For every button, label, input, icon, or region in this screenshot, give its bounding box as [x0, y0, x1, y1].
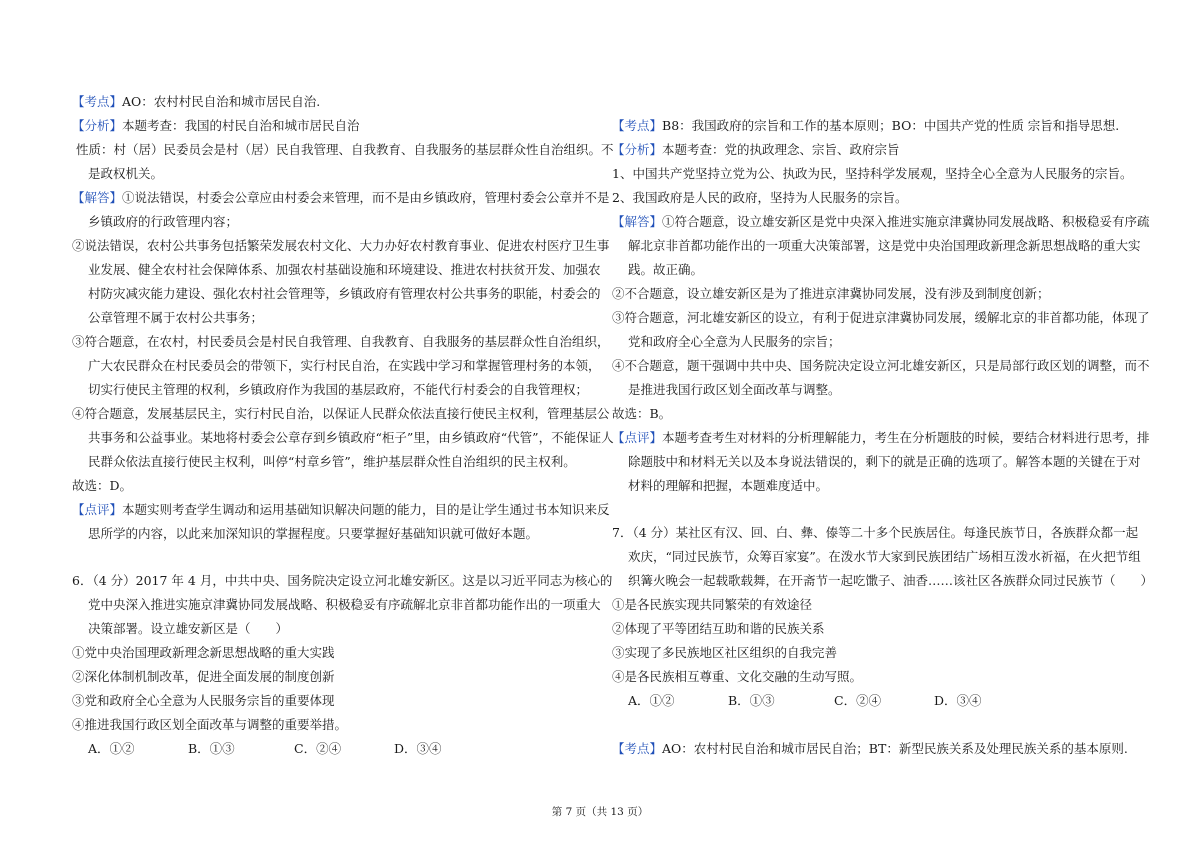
question-6-statement: ①党中央治国理政新理念新思想战略的重大实践 — [72, 645, 335, 660]
question-6-stem: 决策部署。设立雄安新区是（ ） — [88, 621, 289, 636]
question-7-statement: ③实现了多民族地区社区组织的自我完善 — [612, 645, 838, 660]
kaodian-line — [72, 94, 320, 110]
question-6-statement: ②深化体制机制改革，促进全面发展的制度创新 — [72, 669, 335, 684]
paragraph-line: ④不合题意，题干强调中共中央、国务院决定设立河北雄安新区，只是局部行政区划的调整，而不 — [612, 358, 1150, 373]
paragraph-line: 广大农民群众在村民委员会的带领下，实行村民自治，在实践中学习和掌握管理村务的本领， — [88, 358, 601, 373]
dianping-line — [612, 430, 1150, 446]
paragraph-line: 公章管理不属于农村公共事务； — [88, 310, 264, 325]
option-b: B．①③ — [188, 741, 235, 756]
fenxi-line — [612, 142, 900, 158]
question-7-statement: ④是各民族相互尊重、文化交融的生动写照。 — [612, 669, 863, 684]
question-7-statement: ①是各民族实现共同繁荣的有效途径 — [612, 597, 813, 612]
option-a: A．①② — [88, 741, 135, 756]
paragraph-line: 党和政府全心全意为人民服务的宗旨； — [628, 334, 841, 349]
dianping-text: 本题考查考生对材料的分析理解能力，考生在分析题肢的时候，要结合材料进行思考，排 — [662, 430, 1150, 445]
paragraph-line: 是推进我国行政区划全面改革与调整。 — [628, 382, 841, 397]
dianping-text: 本题实则考查学生调动和运用基础知识解决问题的能力，目的是让学生通过书本知识来反 — [122, 502, 610, 517]
question-6-statement: ③党和政府全心全意为人民服务宗旨的重要体现 — [72, 693, 335, 708]
kaodian-text: B8：我国政府的宗旨和工作的基本原则；BO：中国共产党的性质 宗旨和指导思想. — [662, 118, 1120, 133]
paragraph-line: 村防灾减灾能力建设、强化农村社会管理等，乡镇政府有管理农村公共事务的职能，村委会的 — [88, 286, 601, 301]
paragraph-line: 共事务和公益事业。某地将村委会公章存到乡镇政府“柜子”里，由乡镇政府“代管”，不能保证人 — [88, 430, 614, 445]
question-7-options — [628, 693, 982, 709]
question-6-stem: 6．（4 分）2017 年 4 月，中共中央、国务院决定设立河北雄安新区。这是以习近平同志为核心的 — [72, 573, 613, 588]
paragraph-line: ③符合题意，在农村，村民委员会是村民自我管理、自我教育、自我服务的基层群众性自治组织， — [72, 334, 610, 349]
paragraph-line: 1、中国共产党坚持立党为公、执政为民，坚持科学发展观，坚持全心全意为人民服务的宗旨。 — [612, 166, 1133, 181]
paragraph-line: 思所学的内容，以此来加深知识的掌握程度。只要掌握好基础知识就可做好本题。 — [88, 526, 539, 541]
kaodian-text: AO：农村村民自治和城市居民自治；BT：新型民族关系及处理民族关系的基本原则. — [662, 741, 1128, 756]
question-6-stem: 党中央深入推进实施京津冀协同发展战略、积极稳妥有序疏解北京非首都功能作出的一项重大 — [88, 597, 601, 612]
question-7-stem: 织篝火晚会一起载歌载舞，在开斋节一起吃馓子、油香……该社区各族群众同过民族节（ ） — [628, 573, 1154, 588]
paragraph-line: 民群众依法直接行使民主权利，叫停“村章乡管”，维护基层群众性自治组织的民主权利。 — [88, 454, 576, 469]
option-c: C．②④ — [294, 741, 342, 756]
jieda-tag: 【解答】 — [612, 214, 663, 229]
option-a: A．①② — [628, 693, 675, 708]
kaodian-tag: 【考点】 — [612, 118, 663, 133]
answer-line: 故选：D。 — [72, 478, 133, 493]
jieda-tag: 【解答】 — [72, 190, 123, 205]
paragraph-line: 是政权机关。 — [88, 166, 164, 181]
dianping-tag: 【点评】 — [612, 430, 663, 445]
paragraph-line: ②不合题意，设立雄安新区是为了推进京津冀协同发展，没有涉及到制度创新； — [612, 286, 1050, 301]
paragraph-line: 除题肢中和材料无关以及本身说法错误的，剩下的就是正确的选项了。解答本题的关键在于对 — [628, 454, 1141, 469]
kaodian-tag: 【考点】 — [612, 741, 663, 756]
paragraph-line: ④符合题意，发展基层民主，实行村民自治，以保证人民群众依法直接行使民主权利，管理基层公 — [72, 406, 610, 421]
option-d: D．③④ — [394, 741, 442, 756]
paragraph-line: 解北京非首都功能作出的一项重大决策部署，这是党中央治国理政新理念新思想战略的重大实 — [628, 238, 1141, 253]
jieda-line — [72, 190, 610, 206]
paragraph-line: 2、我国政府是人民的政府，坚持为人民服务的宗旨。 — [612, 190, 908, 205]
jieda-line — [612, 214, 1150, 230]
question-7-stem: 欢庆，“同过民族节，众筹百家宴”。在泼水节大家到民族团结广场相互泼水祈福，在火把节组 — [628, 549, 1141, 564]
fenxi-tag: 【分析】 — [72, 118, 123, 133]
question-7-stem: 7．（4 分）某社区有汉、回、白、彝、傣等二十多个民族居住。每逢民族节日，各族群众都一起 — [612, 525, 1139, 540]
fenxi-text: 本题考查：党的执政理念、宗旨、政府宗旨 — [662, 142, 900, 157]
fenxi-text: 本题考查：我国的村民自治和城市居民自治 — [122, 118, 360, 133]
jieda-text: ①符合题意，设立雄安新区是党中央深入推进实施京津冀协同发展战略、积极稳妥有序疏 — [662, 214, 1150, 229]
dianping-tag: 【点评】 — [72, 502, 123, 517]
question-6-statement: ④推进我国行政区划全面改革与调整的重要举措。 — [72, 717, 348, 732]
paragraph-line: ②说法错误，农村公共事务包括繁荣发展农村文化、大力办好农村教育事业、促进农村医疗卫生事 — [72, 238, 610, 253]
question-6-options — [88, 741, 442, 757]
fenxi-tag: 【分析】 — [612, 142, 663, 157]
paragraph-line: 性质：村（居）民委员会是村（居）民自我管理、自我教育、自我服务的基层群众性自治组织。不 — [76, 142, 614, 157]
dianping-line — [72, 502, 610, 518]
option-c: C．②④ — [834, 693, 882, 708]
option-b: B．①③ — [728, 693, 775, 708]
kaodian-text: AO：农村村民自治和城市居民自治. — [122, 94, 321, 109]
kaodian-tag: 【考点】 — [72, 94, 123, 109]
answer-line: 故选：B。 — [612, 406, 672, 421]
page-footer: 第 7 页（共 13 页） — [551, 806, 649, 818]
fenxi-line — [72, 118, 360, 134]
kaodian-line — [612, 118, 1119, 134]
paragraph-line: ③符合题意，河北雄安新区的设立，有利于促进京津冀协同发展，缓解北京的非首都功能，体现了 — [612, 310, 1150, 325]
jieda-text: ①说法错误，村委会公章应由村委会来管理，而不是由乡镇政府，管理村委会公章并不是 — [122, 190, 610, 205]
paragraph-line: 业发展、健全农村社会保障体系、加强农村基础设施和环境建设、推进农村扶贫开发、加强农 — [88, 262, 601, 277]
question-7-statement: ②体现了平等团结互助和谐的民族关系 — [612, 621, 825, 636]
paragraph-line: 乡镇政府的行政管理内容； — [88, 214, 239, 229]
paragraph-line: 切实行使民主管理的权利，乡镇政府作为我国的基层政府，不能代行村委会的自我管理权； — [88, 382, 589, 397]
paragraph-line: 践。故正确。 — [628, 262, 704, 277]
paragraph-line: 材料的理解和把握，本题难度适中。 — [628, 478, 829, 493]
kaodian-line — [612, 741, 1128, 757]
option-d: D．③④ — [934, 693, 982, 708]
